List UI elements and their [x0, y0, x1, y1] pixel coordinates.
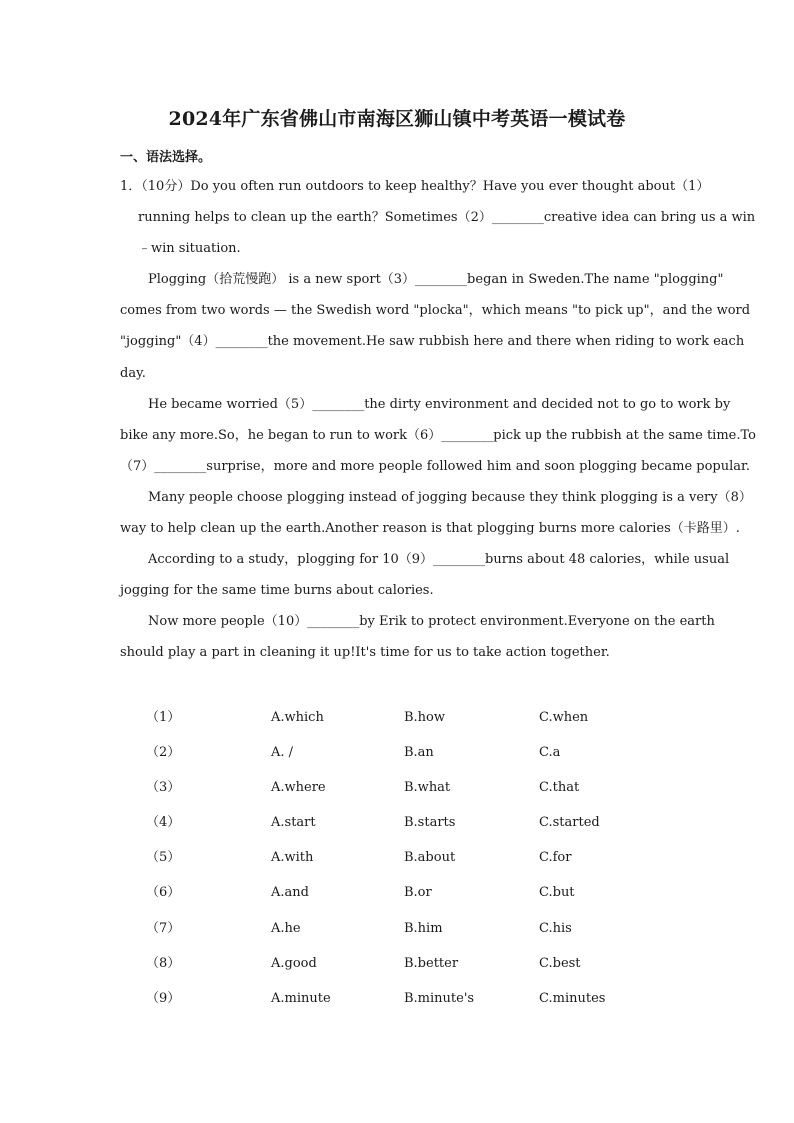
passage-line: According to a study，plogging for 10（9）________burns about 48 calories，while usual [148, 552, 730, 568]
option-number: （1） [146, 710, 181, 725]
option-c[interactable]: C.when [539, 710, 589, 725]
option-row [0, 737, 794, 772]
option-number: （5） [146, 850, 181, 866]
option-row [0, 702, 794, 737]
passage-line: way to help clean up the earth.Another reason is that plogging burns more calories（卡路里）. [120, 521, 740, 537]
option-c[interactable]: C.best [539, 955, 581, 971]
passage-line: running helps to clean up the earth？Sometimes（2）________creative idea can bring us a win [138, 210, 756, 226]
option-b[interactable]: B.minute's [404, 990, 475, 1006]
passage-line: bike any more.So，he began to run to work（6）________pick up the rubbish at the same time.To [120, 427, 756, 443]
question-passage [120, 171, 756, 669]
option-row [0, 948, 794, 983]
passage-line: （7）________surprise，more and more people followed him and soon plogging became popular. [120, 458, 750, 474]
option-c[interactable]: C.started [539, 815, 600, 831]
option-number: （3） [146, 780, 181, 796]
passage-line: jogging for the same time burns about calories. [120, 583, 434, 599]
passage-line: should play a part in cleaning it up!It's time for us to take action together. [120, 645, 610, 661]
option-row [0, 807, 794, 842]
option-b[interactable]: B.better [404, 955, 459, 971]
option-a[interactable]: A.which [271, 710, 324, 725]
option-c[interactable]: C.minutes [539, 990, 606, 1006]
option-a[interactable]: A.with [271, 850, 314, 866]
option-a[interactable]: A. / [271, 745, 294, 761]
passage-line: Now more people（10）________by Erik to protect environment.Everyone on the earth [148, 614, 715, 630]
option-a[interactable]: A.minute [271, 990, 331, 1006]
option-a[interactable]: A.he [271, 920, 301, 936]
option-number: （2） [146, 745, 181, 761]
option-c[interactable]: C.a [539, 745, 561, 761]
option-number: （9） [146, 990, 181, 1006]
option-row [0, 983, 794, 1018]
option-row [0, 842, 794, 877]
passage-line: "jogging"（4）________the movement.He saw rubbish here and there when riding to work each [120, 334, 745, 350]
option-c[interactable]: C.his [539, 920, 572, 936]
option-c[interactable]: C.but [539, 885, 575, 901]
page-title: 2024年广东省佛山市南海区狮山镇中考英语一模试卷 [168, 108, 626, 130]
option-b[interactable]: B.an [404, 745, 434, 761]
section-heading: 一、语法选择。 [120, 150, 212, 165]
option-number: （6） [146, 885, 181, 901]
option-number: （7） [146, 920, 181, 936]
option-a[interactable]: A.good [271, 955, 317, 971]
passage-line: day. [120, 365, 146, 381]
option-row [0, 877, 794, 912]
passage-line: 1．（10分）Do you often run outdoors to keep healthy？Have you ever thought about（1） [120, 179, 710, 194]
passage-line: comes from two words — the Swedish word "plocka"，which means "to pick up"，and the word [120, 303, 751, 319]
option-b[interactable]: B.what [404, 780, 451, 796]
option-b[interactable]: B.starts [404, 815, 456, 831]
passage-line: He became worried（5）________the dirty environment and decided not to go to work by [148, 396, 731, 412]
passage-line: ﹣win situation. [138, 241, 241, 257]
answer-options-table [0, 702, 794, 1018]
option-c[interactable]: C.for [539, 850, 572, 866]
option-a[interactable]: A.where [271, 780, 326, 796]
option-b[interactable]: B.how [404, 710, 446, 725]
option-row [0, 772, 794, 807]
passage-line: Plogging（拾荒慢跑） is a new sport（3）________began in Sweden.The name "plogging" [148, 272, 724, 288]
option-number: （4） [146, 815, 181, 831]
option-b[interactable]: B.him [404, 920, 443, 936]
option-a[interactable]: A.and [271, 885, 309, 901]
option-b[interactable]: B.or [404, 885, 432, 901]
option-number: （8） [146, 955, 181, 971]
option-c[interactable]: C.that [539, 780, 580, 796]
passage-line: Many people choose plogging instead of jogging because they think plogging is a very（8） [148, 489, 752, 505]
option-b[interactable]: B.about [404, 850, 456, 866]
option-row [0, 913, 794, 948]
option-a[interactable]: A.start [271, 815, 316, 831]
